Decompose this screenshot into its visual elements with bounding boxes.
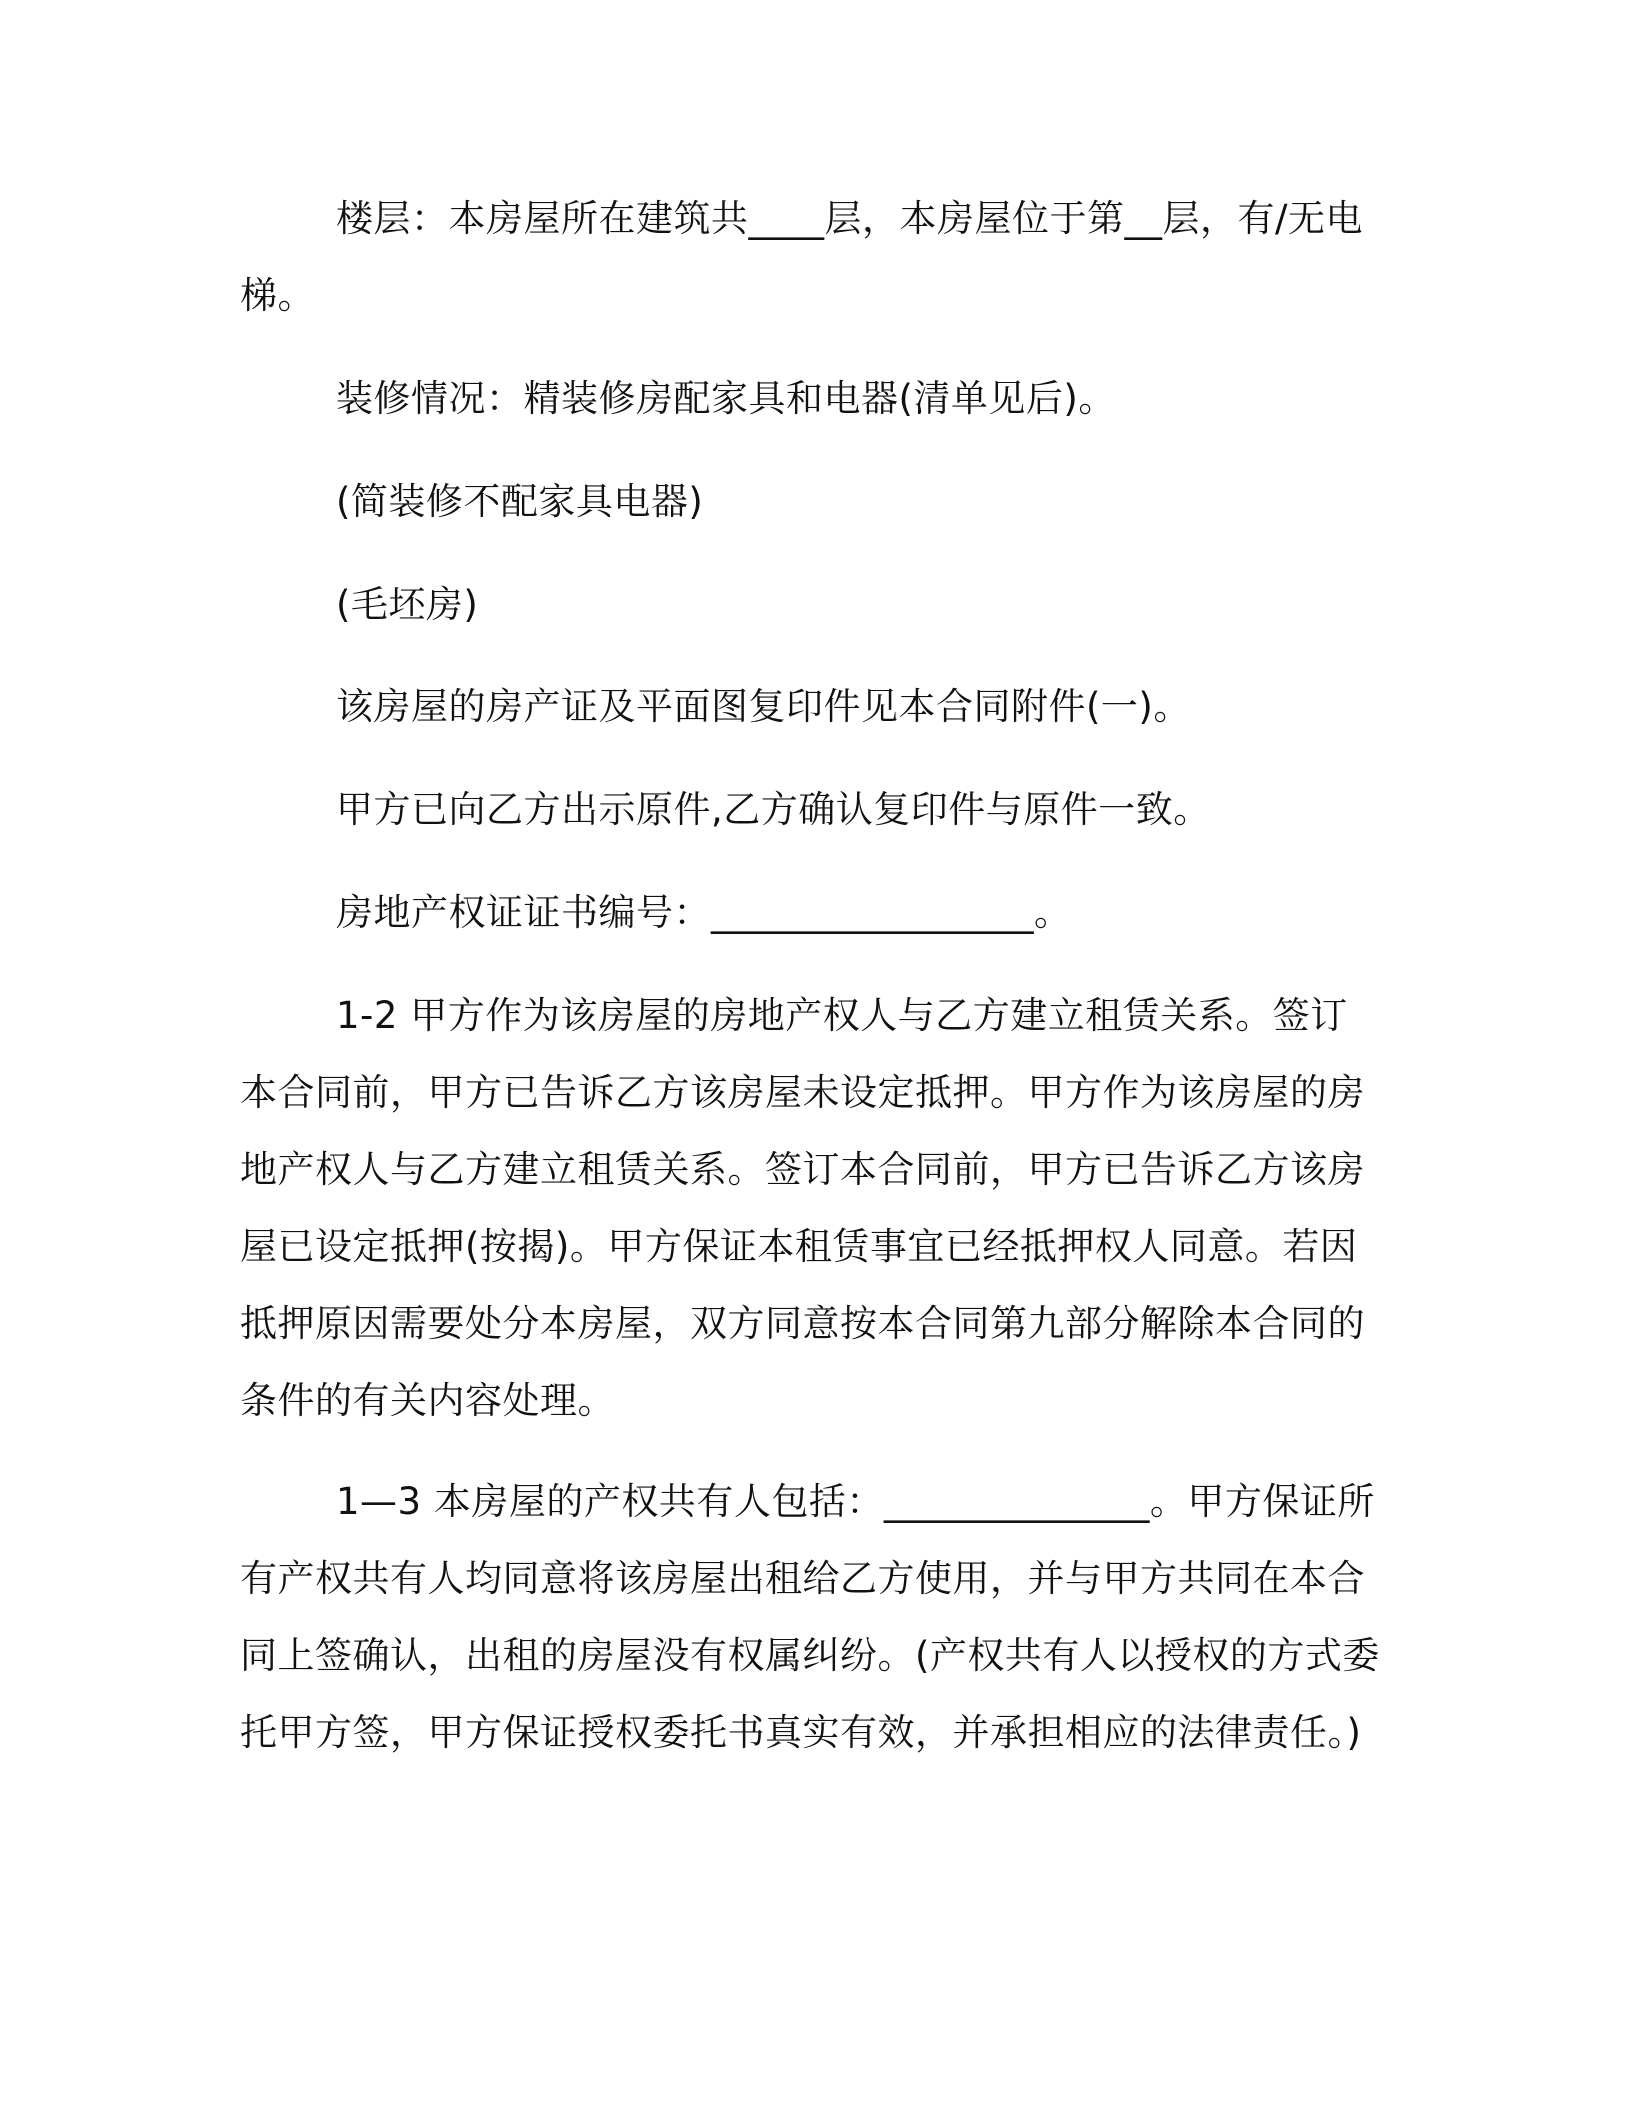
paragraph-clause-1-3: 1—3 本房屋的产权共有人包括：______________。甲方保证所有产权共有人均同意将该房屋出租给乙方使用，并与甲方共同在本合同上签确认，出租的房屋没有权属纠纷。(产权共有人以授权的方式委托甲方签，甲方保证授权委托书真实有效，并承担相应的法律责任。) [240, 1480, 1380, 1754]
paragraph-rough-house: (毛坯房) [336, 583, 479, 626]
paragraph-original-shown: 甲方已向乙方出示原件,乙方确认复印件与原件一致。 [336, 788, 1211, 831]
paragraph-certificate-number: 房地产权证证书编号：_________________。 [336, 891, 1072, 934]
paragraph-clause-1-2: 1-2 甲方作为该房屋的房地产权人与乙方建立租赁关系。签订本合同前，甲方已告诉乙方该房屋未设定抵押。甲方作为该房屋的房地产权人与乙方建立租赁关系。签订本合同前，甲方已告诉乙方该房屋已设定抵押(按揭)。甲方保证本租赁事宜已经抵押权人同意。若因抵押原因需要处分本房屋，双方同意按本合同第九部分解除本合同的条件的有关内容处理。 [240, 994, 1365, 1422]
paragraph-simple-decoration: (简装修不配家具电器) [336, 480, 704, 523]
paragraph-certificate-copy: 该房屋的房产证及平面图复印件见本合同附件(一)。 [336, 685, 1191, 728]
paragraph-floor: 楼层：本房屋所在建筑共____层，本房屋位于第__层，有/无电梯。 [240, 197, 1363, 317]
paragraph-decoration: 装修情况：精装修房配家具和电器(清单见后)。 [336, 377, 1116, 420]
